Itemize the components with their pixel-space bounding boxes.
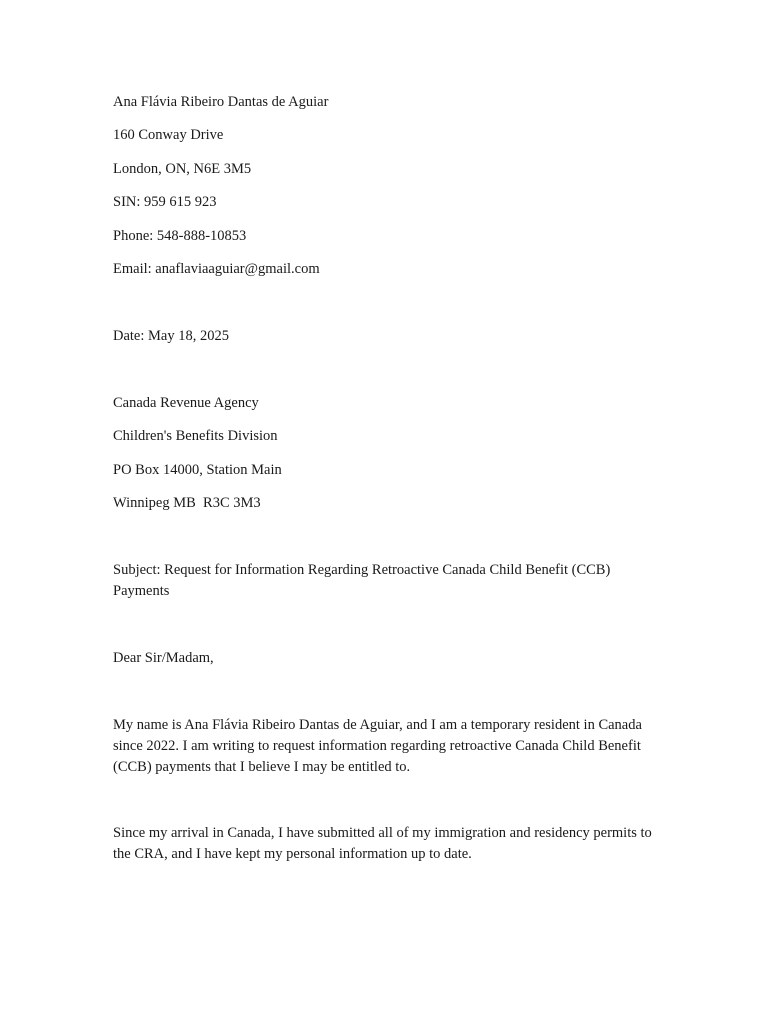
paragraph-text: Since my arrival in Canada, I have submitted all of my immigration and residency permits to the CRA, and I have kept my personal information up to date. — [113, 825, 656, 863]
sender-name: Ana Flávia Ribeiro Dantas de Aguiar — [113, 94, 329, 110]
sender-phone: Phone: 548-888-10853 — [113, 227, 247, 244]
sender-street: 160 Conway Drive — [113, 127, 224, 144]
body-paragraph-1 — [113, 715, 653, 778]
subject-line: Subject: Request for Information Regarding Retroactive Canada Child Benefit (CCB) Payments — [113, 562, 614, 600]
letter-page — [113, 92, 656, 865]
recipient-city: Winnipeg MB R3C 3M3 — [113, 495, 261, 512]
recipient-division: Children's Benefits Division — [113, 428, 278, 445]
paragraph-text: My name is Ana Flávia Ribeiro Dantas de Aguiar, and I am a temporary resident in Canada since 2022. I am writing to request information regarding retroactive Canada Child Benefit (CCB) payments that I believe I may be entitled to. — [113, 717, 646, 776]
salutation-block — [113, 648, 653, 669]
body-paragraph-2 — [113, 823, 656, 865]
recipient-org: Canada Revenue Agency — [113, 394, 259, 411]
salutation: Dear Sir/Madam, — [113, 650, 214, 667]
recipient-address-block — [113, 393, 653, 514]
sender-sin: SIN: 959 615 923 — [113, 194, 217, 211]
letter-date: Date: May 18, 2025 — [113, 327, 229, 344]
date-block — [113, 326, 653, 347]
sender-address-block — [113, 92, 653, 280]
sender-city: London, ON, N6E 3M5 — [113, 160, 252, 177]
sender-email: Email: anaflaviaaguiar@gmail.com — [113, 260, 320, 277]
recipient-box: PO Box 14000, Station Main — [113, 461, 282, 478]
subject-block — [113, 560, 653, 602]
